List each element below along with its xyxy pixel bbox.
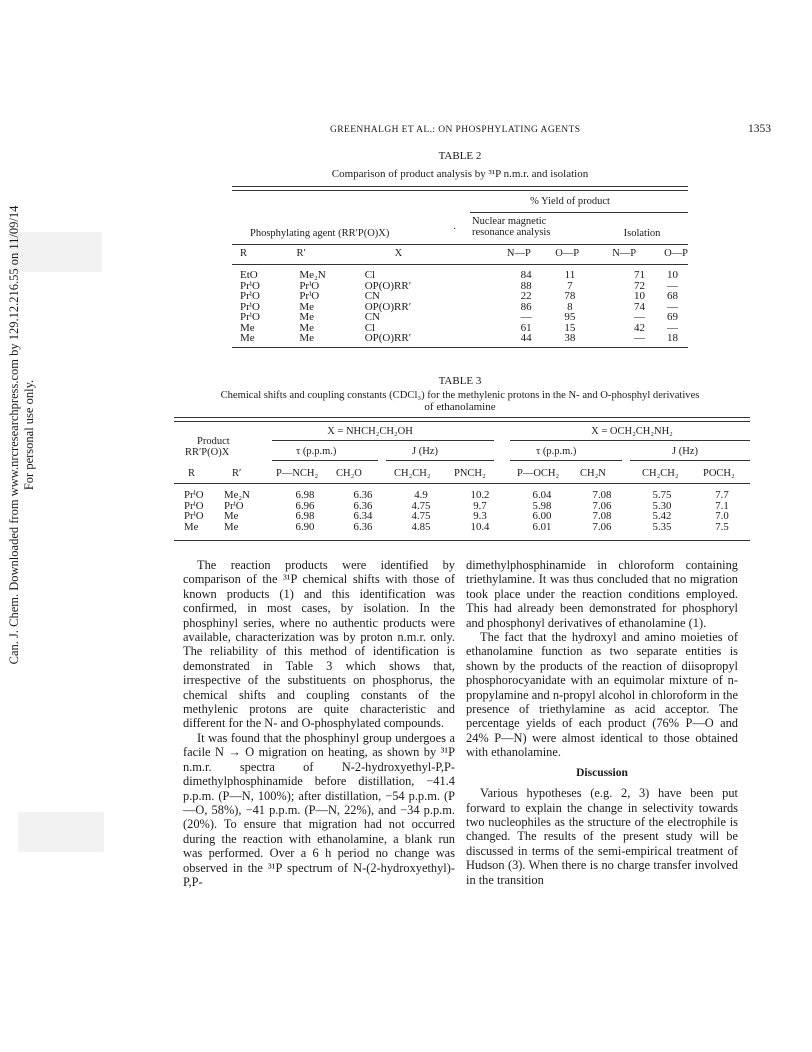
- table-row: [184, 511, 750, 522]
- table-cell: 6.98: [295, 510, 315, 522]
- table2-body: [240, 270, 688, 344]
- table3-tau-o: τ (p.p.m.): [536, 446, 577, 457]
- table-cell: 9.7: [473, 499, 487, 512]
- download-notice-line2: For personal use only.: [22, 379, 36, 491]
- table-cell: 10.4: [470, 520, 490, 533]
- table-cell: 5.98: [532, 499, 552, 512]
- table-cell: 6.36: [353, 489, 373, 501]
- table3-col-r: R: [188, 468, 196, 479]
- table-cell: EtO: [240, 269, 258, 281]
- table-cell: 6.04: [532, 489, 552, 501]
- table-cell: 7.7: [715, 489, 729, 501]
- table-cell: Me: [299, 321, 314, 334]
- table-cell: 10.2: [470, 489, 490, 501]
- col-r: R: [240, 248, 248, 259]
- body-left-column: [183, 558, 455, 889]
- table-cell: OP(O)RR′: [364, 279, 412, 292]
- table-cell: —: [634, 332, 645, 344]
- table-cell: Cl: [364, 321, 376, 334]
- table-cell: 5.75: [652, 489, 672, 501]
- table2-header-row: [240, 249, 688, 260]
- table3-body: [184, 490, 750, 532]
- col-nmr-op: O—P: [555, 248, 580, 259]
- table-cell: 7.0: [715, 510, 729, 522]
- table-cell: PrⁱO: [240, 290, 260, 302]
- table2-caption: Comparison of product analysis by ³¹P n.m.r. and isolation: [331, 168, 589, 180]
- table-cell: 15: [564, 321, 576, 334]
- table-cell: 95: [564, 311, 576, 323]
- table3-tau-o-rule: [510, 460, 622, 461]
- table2-dot: ·: [453, 224, 457, 235]
- paragraph: dimethylphosphinamide in chloroform containing triethylamine. It was thus concluded that no migration took place under the reaction conditions employed. This had already been demonstrated for phosphoryl and phosphonyl derivatives of ethanolamine (1).: [466, 558, 738, 630]
- col-nmr-np: N—P: [506, 248, 531, 259]
- table-cell: 7.08: [592, 510, 612, 522]
- table2-isolation-header: Isolation: [623, 228, 661, 239]
- table-cell: 5.35: [652, 520, 672, 533]
- table-cell: 4.9: [414, 489, 428, 501]
- table-cell: —: [634, 311, 645, 323]
- table3-j-n: J (Hz): [412, 446, 438, 457]
- table3-top-rule: [174, 417, 750, 422]
- table-cell: Me: [240, 321, 255, 334]
- table3-group-o: X = OCH₂CH₂NH₂: [591, 426, 673, 437]
- table2-bottom-rule: [232, 347, 688, 348]
- table3-col-pnch2: PNCH₂: [454, 468, 486, 479]
- table-cell: —: [667, 279, 678, 292]
- table3-tau-n-rule: [272, 460, 378, 461]
- table3-bottom-rule: [174, 540, 750, 541]
- table3-group-o-rule: [510, 440, 750, 441]
- table-row: [184, 490, 750, 501]
- table3-col-p-och2: P—OCH₂: [517, 468, 560, 479]
- table3-tau-n: τ (p.p.m.): [296, 446, 337, 457]
- paragraph: It was found that the phosphinyl group undergoes a facile N → O migration on heating, as shown by ³¹P n.m.r. spectra of N-2-hydroxyethyl-P,P-dimethylphosphinamide before distillation, −41.4 p.p.m. (P—N, 100%); after distillation, −54 p.p.m. (P—O, 58%), −41 p.p.m. (P—N, 22%), and −34 p.p.m. (20%). To ensure that migration had not occurred during the reaction with ethanolamine, a blank run was performed. Over a 6 h period no change was observed in the ³¹P spectrum of N-(2-hydroxyethyl)-P,P-: [183, 730, 455, 889]
- table3-col-r-prime: R′: [232, 468, 242, 479]
- table-cell: 68: [667, 290, 678, 302]
- scan-artifact: [18, 812, 104, 852]
- table-cell: 9.3: [473, 510, 487, 522]
- table-cell: 8: [567, 300, 573, 313]
- table-cell: 88: [520, 279, 532, 292]
- paragraph: Various hypotheses (e.g. 2, 3) have been put forward to explain the change in selectivity towards two nucleophiles as the structure of the electrophile is changed. The results of the present study will be discussed in terms of the semi-empirical treatment of Hudson (3). When there is no charge transfer involved in the transition: [466, 786, 738, 887]
- table3-product-header-1: Product: [197, 436, 230, 447]
- table-cell: 7.06: [592, 499, 612, 512]
- col-iso-np: N—P: [612, 248, 637, 259]
- table-cell: 10: [634, 290, 645, 302]
- table-cell: Me₂N: [224, 489, 250, 501]
- table-cell: 6.00: [532, 510, 552, 522]
- table-cell: 7.1: [715, 499, 729, 512]
- table2-yield-header: % Yield of product: [530, 196, 610, 207]
- table-cell: 6.36: [353, 499, 373, 512]
- table3-group-n-rule: [272, 440, 494, 441]
- table-cell: 4.75: [411, 510, 431, 522]
- table-cell: 18: [667, 332, 678, 344]
- table-cell: 7.06: [592, 520, 612, 533]
- table-cell: 4.75: [411, 499, 431, 512]
- table-cell: —: [520, 311, 532, 323]
- table-cell: 10: [667, 269, 678, 281]
- table-cell: 7: [567, 279, 573, 292]
- table-cell: Me: [299, 300, 314, 313]
- running-head: GREENHALGH ET AL.: ON PHOSPHYLATING AGENTS: [330, 125, 581, 135]
- table-cell: Me₂N: [299, 269, 326, 281]
- download-notice: [2, 150, 56, 710]
- table2-header-bottom-rule: [232, 264, 688, 265]
- table-row: [240, 291, 688, 302]
- col-iso-op: O—P: [664, 248, 688, 259]
- table2-yield-rule: [470, 212, 688, 213]
- table-cell: 42: [634, 321, 645, 334]
- table-cell: 6.98: [295, 489, 315, 501]
- table3-col-ch2ch2-n: CH₂CH₂: [394, 468, 431, 479]
- table-cell: 7.08: [592, 489, 612, 501]
- table-cell: 5.30: [652, 499, 672, 512]
- table-cell: OP(O)RR′: [364, 300, 412, 313]
- paragraph: The reaction products were identified by comparison of the ³¹P chemical shifts with those of known products (1) and this identification was confirmed, in most cases, by isolation. In the phosphinyl series, where no authentic products were available, characterization was by proton n.m.r. only. The reliability of this method of identification is demonstrated in Table 3 which shows that, irrespective of the substituents on phosphorus, the chemical shifts and coupling constants of the methylenic protons are quite characteristic and different for the N- and O-phosphylated compounds.: [183, 558, 455, 731]
- table2-mid-rule: [232, 244, 688, 245]
- body-right-column: [466, 558, 738, 887]
- table-cell: CN: [364, 290, 380, 302]
- table3-j-o-rule: [630, 460, 750, 461]
- table3-col-poch2: POCH₂: [703, 468, 735, 479]
- table-cell: 6.90: [295, 520, 315, 533]
- table-cell: 22: [520, 290, 532, 302]
- table3-col-p-nch2: P—NCH₂: [276, 468, 319, 479]
- table3-j-o: J (Hz): [672, 446, 698, 457]
- table-cell: Cl: [364, 269, 376, 281]
- table-cell: 4.85: [411, 520, 431, 533]
- table-cell: —: [667, 321, 678, 334]
- table-cell: 11: [564, 269, 576, 281]
- table-cell: PrⁱO: [184, 510, 204, 522]
- table-cell: 7.5: [715, 520, 729, 533]
- table2-label: TABLE 2: [438, 150, 482, 162]
- table-cell: 44: [520, 332, 532, 344]
- table-cell: 72: [634, 279, 645, 292]
- table-cell: PrⁱO: [240, 311, 260, 323]
- table-cell: 84: [520, 269, 532, 281]
- table-cell: 6.96: [295, 499, 315, 512]
- table-cell: 86: [520, 300, 532, 313]
- table-row: [240, 333, 688, 344]
- table-cell: PrⁱO: [299, 279, 320, 292]
- table3-product-header-2: RR′P(O)X: [185, 447, 230, 458]
- table3-group-n: X = NHCH₂CH₂OH: [327, 426, 413, 437]
- download-notice-line1: Can. J. Chem. Downloaded from www.nrcresearchpress.com by 129.12.216.55 on 11/09/14: [7, 205, 21, 665]
- table-cell: Me: [184, 520, 199, 533]
- table-cell: 61: [520, 321, 532, 334]
- table-cell: 38: [564, 332, 576, 344]
- table-cell: Me: [299, 332, 314, 344]
- col-x: X: [394, 248, 403, 259]
- table-cell: Me: [224, 520, 239, 533]
- table-cell: 6.36: [353, 520, 373, 533]
- table3-caption-line2: of ethanolamine: [424, 401, 496, 413]
- table-cell: PrⁱO: [240, 300, 260, 313]
- table3-j-n-rule: [386, 460, 494, 461]
- table-cell: PrⁱO: [299, 290, 320, 302]
- table3-col-ch2o: CH₂O: [336, 468, 362, 479]
- paragraph: The fact that the hydroxyl and amino moieties of ethanolamine function as two separate entities is shown by the products of the reaction of diisopropyl phosphorocyanidate with an equimolar mixture of n-propylamine and n-propyl alcohol in chloroform in the presence of triethylamine as acid acceptor. The percentage yields of each product (76% P—O and 24% P—N) were almost identical to those obtained with ethanolamine.: [466, 630, 738, 760]
- table-cell: Me: [299, 311, 314, 323]
- table2-top-rule: [232, 186, 688, 191]
- table-cell: PrⁱO: [184, 489, 204, 501]
- table-cell: 69: [667, 311, 678, 323]
- table-cell: 74: [634, 300, 645, 313]
- table-cell: Me: [240, 332, 255, 344]
- table-cell: 5.42: [652, 510, 672, 522]
- table-cell: 6.01: [532, 520, 552, 533]
- table3-col-ch2n: CH₂N: [580, 468, 606, 479]
- table2-nmr-header: Nuclear magnetic resonance analysis: [472, 216, 551, 238]
- page-number: 1353: [748, 123, 771, 135]
- table-cell: 71: [634, 269, 645, 281]
- table-cell: PrⁱO: [224, 499, 244, 512]
- col-r-prime: R′: [296, 248, 306, 259]
- table-cell: 6.34: [353, 510, 373, 522]
- section-heading: Discussion: [576, 766, 628, 779]
- table-row: [184, 522, 750, 533]
- table-cell: 78: [564, 290, 576, 302]
- table3-col-ch2ch2-o: CH₂CH₂: [642, 468, 679, 479]
- table-cell: PrⁱO: [184, 499, 204, 512]
- table-cell: CN: [364, 311, 380, 323]
- table-cell: —: [667, 300, 678, 313]
- table-row: [240, 270, 688, 281]
- table-row: [240, 312, 688, 323]
- table3-header-bottom-rule: [174, 483, 750, 484]
- table3-label: TABLE 3: [438, 375, 482, 387]
- table-cell: OP(O)RR′: [364, 332, 412, 344]
- table2-agent-header: Phosphylating agent (RR′P(O)X): [250, 228, 390, 239]
- table3-caption-line1: Chemical shifts and coupling constants (CDCl₃) for the methylenic protons in the N- and O-phosphyl derivatives: [220, 390, 700, 401]
- table-cell: PrⁱO: [240, 279, 260, 292]
- table-cell: Me: [224, 510, 239, 522]
